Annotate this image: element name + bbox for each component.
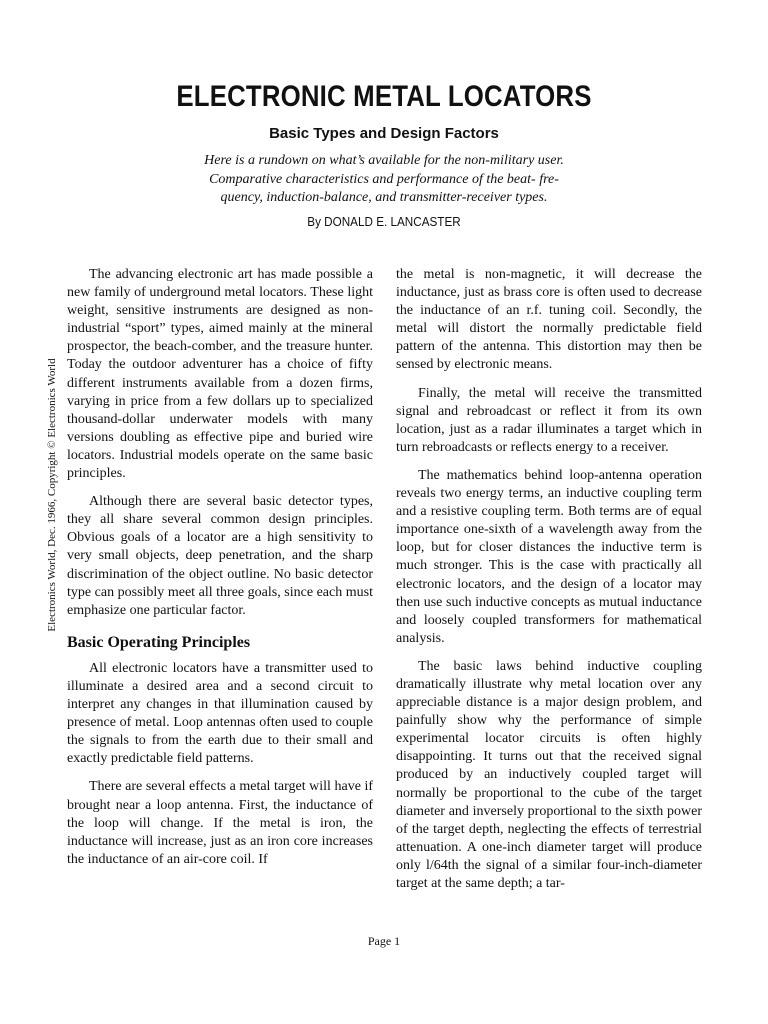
body-paragraph: The advancing electronic art has made possible a new family of underground metal locators. These light weight, sensitive instruments are designed as non-industrial “sport” types, aimed mainly at the mineral prospector, the beach-comber, and the treasure hunter. Today the outdoor adventurer has a choice of fifty different instruments available from a dozen firms, varying in price from a few dollars up to specialized thousand-dollar underwater models with many versions doubling as effective pipe and buried wire locators. Industrial models operate on the same basic principles.	[67, 267, 373, 482]
deck-line: Comparative characteristics and performance of the beat- fre-	[209, 171, 559, 187]
left-column	[67, 266, 373, 879]
copyright-note: Electronics World, Dec. 1966, Copyright © Electronics World	[46, 358, 58, 632]
article-title: ELECTRONIC METAL LOCATORS	[176, 80, 592, 113]
body-paragraph: Although there are several basic detector types, they all share several common design principles. Obvious goals of a locator are a high sensitivity to very small objects, deep penetration, and the sharp discrimination of the object outline. No basic detector type can possibly meet all three goals, since each must emphasize one particular factor.	[67, 494, 373, 618]
deck-line: quency, induction-balance, and transmitter-receiver types.	[220, 190, 548, 205]
article-subtitle: Basic Types and Design Factors	[269, 125, 499, 142]
body-paragraph: All electronic locators have a transmitter used to illuminate a desired area and a second circuit to interpret any changes in that illumination caused by presence of metal. Loop antennas often used to couple the signals to from the earth due to their small and exactly predictable field patterns.	[67, 660, 373, 767]
article-deck	[184, 152, 584, 208]
section-heading: Basic Operating Principles	[67, 633, 251, 651]
body-paragraph: There are several effects a metal target will have if brought near a loop antenna. First, the inductance of the loop will change. If the metal is iron, the inductance will increase, just as an iron core increases the inductance of an air-core coil. If	[67, 779, 373, 867]
body-paragraph: The basic laws behind inductive coupling dramatically illustrate why metal location over any appreciable distance is a major design problem, and painfully show why the performance of simple experimental locator circuits is often highly disappointing. It turns out that the received signal produced by an inductively coupled target will normally be proportional to the cube of the target diameter and inversely proportional to the sixth power of the target depth, neglecting the effects of terrestrial attenuation. A one-inch diameter target will produce only l/64th the signal of a similar four-inch-diameter target at the same depth; a tar-	[396, 658, 702, 891]
body-paragraph: The mathematics behind loop-antenna operation reveals two energy terms, an inductive coupling term and a resistive coupling term. Both terms are of equal importance one-sixth of a wavelength away from the loop, but for closer distances the inductive term is much stronger. This is the case with practically all electronic locators, and the design of a locator may then use such inductive concepts as mutual inductance and loosely coupled transformers for mathematical analysis.	[396, 467, 702, 646]
author-byline: By DONALD E. LANCASTER	[307, 214, 461, 229]
page-number: Page 1	[367, 934, 401, 948]
right-column	[396, 266, 702, 903]
body-paragraph-continued: the metal is non-magnetic, it will decrease the inductance, just as brass core is often used to decrease the inductance of an r.f. tuning coil. Secondly, the metal will distort the normally predictable field pattern of the antenna. This distortion may then be sensed by electronic means.	[396, 267, 702, 373]
deck-line: Here is a rundown on what’s available for the non-military user.	[204, 153, 564, 168]
body-paragraph: Finally, the metal will receive the transmitted signal and rebroadcast or reflect it from its own location, just as a radar illuminates a target which in turn rebroadcasts or reflects energy to a receiver.	[396, 385, 702, 455]
